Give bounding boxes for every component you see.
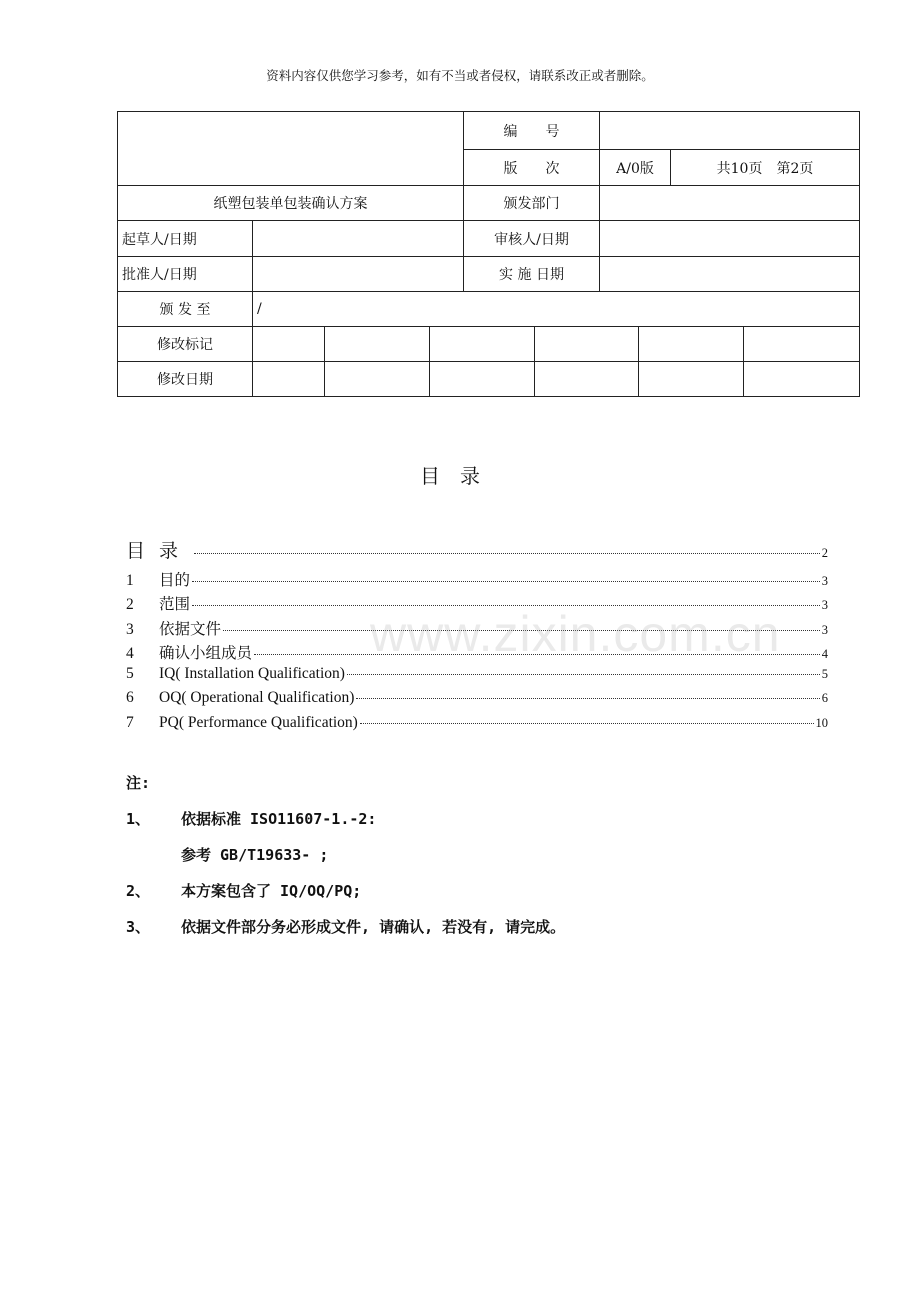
drafter-label: 起草人/日期 xyxy=(118,221,253,257)
distribute-value: / xyxy=(253,292,860,327)
notes-heading: 注: xyxy=(126,774,151,792)
document-title: 纸塑包装单包装确认方案 xyxy=(118,186,464,221)
effective-date-label: 实 施 日期 xyxy=(464,257,600,292)
toc-item-page: 10 xyxy=(815,715,828,730)
revision-cell xyxy=(639,327,744,362)
revision-cell xyxy=(535,327,639,362)
toc-item-page: 6 xyxy=(821,691,828,706)
toc-page: 2 xyxy=(821,546,828,560)
toc-item-page: 5 xyxy=(821,667,828,682)
document-header-table xyxy=(117,111,860,397)
toc-item-page: 3 xyxy=(821,574,828,588)
number-label: 编 号 xyxy=(464,112,600,150)
approver-value xyxy=(253,257,464,292)
revision-cell xyxy=(430,327,535,362)
dot-leader xyxy=(356,698,819,699)
toc-item-text: 确认小组成员 xyxy=(159,644,253,662)
toc-item-number: 3 xyxy=(126,620,134,638)
toc-title: 目录 xyxy=(126,541,193,562)
issuing-dept-label: 颁发部门 xyxy=(464,186,600,221)
issuing-dept-value xyxy=(600,186,860,221)
drafter-value xyxy=(253,221,464,257)
revision-date-cell xyxy=(744,362,860,397)
revision-date-cell xyxy=(430,362,535,397)
toc-item-number: 4 xyxy=(126,644,134,662)
number-value xyxy=(600,112,860,150)
revision-cell xyxy=(253,327,325,362)
toc-item-text: 依据文件 xyxy=(159,620,222,638)
reviewer-label: 审核人/日期 xyxy=(464,221,600,257)
revision-date-label: 修改日期 xyxy=(118,362,253,397)
toc-item[interactable] xyxy=(126,714,828,738)
dot-leader xyxy=(194,553,820,554)
toc-item-page: 4 xyxy=(821,646,828,661)
revision-mark-label: 修改标记 xyxy=(118,327,253,362)
toc-item[interactable] xyxy=(126,689,828,713)
toc-item-text: 目的 xyxy=(159,572,191,589)
version-value: A/0版 xyxy=(600,150,671,186)
toc-item-text: OQ( Operational Qualification) xyxy=(159,689,355,707)
note-number: 1、 xyxy=(126,810,151,828)
revision-date-cell xyxy=(253,362,325,397)
toc-item-text: 范围 xyxy=(159,596,191,614)
note-text: 参考 GB/T19633- ; xyxy=(181,846,329,864)
blank-cell xyxy=(118,112,464,186)
toc-item-number: 5 xyxy=(126,665,134,683)
page-count: 共10页 第2页 xyxy=(671,150,860,186)
dot-leader xyxy=(360,723,814,724)
toc-item-page: 3 xyxy=(821,598,828,613)
approver-label: 批准人/日期 xyxy=(118,257,253,292)
note-number: 3、 xyxy=(126,918,151,936)
toc-item-number: 1 xyxy=(126,572,134,589)
toc-item[interactable] xyxy=(126,665,828,689)
dot-leader xyxy=(192,581,820,582)
note-text: 依据标准 ISO11607-1.-2: xyxy=(181,810,377,828)
toc-item-page: 3 xyxy=(821,622,828,637)
toc-item-number: 7 xyxy=(126,713,134,731)
toc-item-text: IQ( Installation Qualification) xyxy=(159,665,345,683)
distribute-label: 颁 发 至 xyxy=(118,292,253,327)
revision-date-cell xyxy=(639,362,744,397)
watermark: www.zixin.com.cn xyxy=(370,606,781,662)
version-label: 版 次 xyxy=(464,150,600,186)
reviewer-value xyxy=(600,221,860,257)
revision-date-cell xyxy=(325,362,430,397)
revision-cell xyxy=(744,327,860,362)
disclaimer: 资料内容仅供您学习参考，如有不当或者侵权，请联系改正或者删除。 xyxy=(266,68,654,83)
toc-item-number: 2 xyxy=(126,596,134,614)
toc-heading: 目录 xyxy=(420,464,500,488)
dot-leader xyxy=(347,674,820,675)
note-text: 依据文件部分务必形成文件, 请确认, 若没有, 请完成。 xyxy=(181,918,566,936)
revision-cell xyxy=(325,327,430,362)
toc-item-number: 6 xyxy=(126,689,134,707)
toc-title-row[interactable] xyxy=(126,536,828,568)
toc-item[interactable] xyxy=(126,568,828,592)
effective-date-value xyxy=(600,257,860,292)
note-text: 本方案包含了 IQ/OQ/PQ; xyxy=(181,882,362,900)
note-number: 2、 xyxy=(126,882,151,900)
toc-item-text: PQ( Performance Qualification) xyxy=(159,713,358,731)
revision-date-cell xyxy=(535,362,639,397)
